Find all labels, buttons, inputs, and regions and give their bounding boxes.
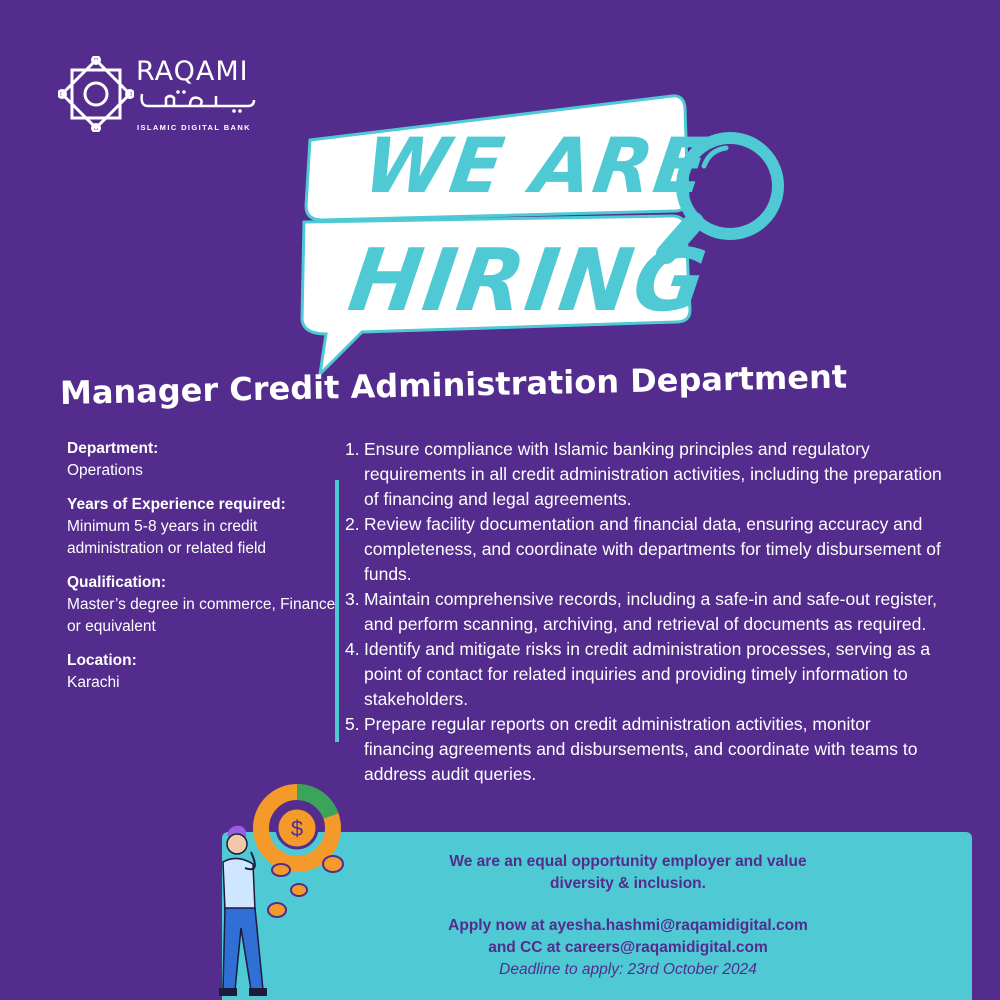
job-title: Manager Credit Administration Department [59, 357, 848, 412]
info-value: Master’s degree in commerce, Finance or equivalent [67, 596, 336, 635]
item-number: 2. [345, 514, 360, 534]
info-value: Operations [67, 462, 143, 479]
item-text: Review facility documentation and financial data, ensuring accuracy and completeness, and coordinate with departments for timely disbursement of funds. [364, 514, 941, 584]
item-number: 1. [345, 439, 360, 459]
list-item [345, 512, 945, 587]
item-number: 3. [345, 589, 360, 609]
item-text: Identify and mitigate risks in credit administration processes, serving as a point of contact for related inquiries and providing timely information to stakeholders. [364, 639, 931, 709]
item-number: 4. [345, 639, 360, 659]
info-location [67, 650, 337, 694]
info-label: Qualification: [67, 574, 167, 591]
info-label: Location: [67, 652, 137, 669]
equal-opportunity-line-1: We are an equal opportunity employer and value [449, 853, 807, 870]
responsibilities-list [345, 437, 945, 787]
hiring-line-2: HIRING [342, 231, 714, 331]
info-label: Years of Experience required: [67, 496, 286, 513]
list-item [345, 637, 945, 712]
brand-tagline: ISLAMIC DIGITAL BANK [137, 123, 251, 132]
info-experience [67, 494, 337, 560]
list-item [345, 712, 945, 787]
info-label: Department: [67, 440, 159, 457]
person-with-coins-icon [205, 778, 365, 1000]
logo-mark-icon [58, 56, 134, 132]
info-value: Minimum 5-8 years in credit administration or related field [67, 518, 267, 557]
equal-opportunity-line-2: diversity & inclusion. [550, 875, 706, 892]
deadline-text: Deadline to apply: 23rd October 2024 [499, 961, 757, 978]
accent-divider [335, 480, 339, 742]
brand-name: RAQAMI [136, 56, 249, 87]
info-qualification [67, 572, 337, 638]
item-text: Maintain comprehensive records, including a safe-in and safe-out register, and perform scanning, archiving, and retrieval of documents as required. [364, 589, 937, 634]
hiring-line-1: WE ARE [358, 121, 715, 210]
item-text: Prepare regular reports on credit administration activities, monitor financing agreements and disbursements, and coordinate with teams to address audit queries. [364, 714, 918, 784]
brand-logo [58, 56, 288, 136]
list-item [345, 437, 945, 512]
cc-email[interactable]: and CC at careers@raqamidigital.com [488, 939, 768, 956]
item-text: Ensure compliance with Islamic banking principles and regulatory requirements in all credit administration activities, including the preparation of financing and legal agreements. [364, 439, 942, 509]
item-number: 5. [345, 714, 360, 734]
info-department [67, 438, 337, 482]
info-value: Karachi [67, 674, 120, 691]
brand-arabic-lettering [138, 88, 258, 114]
list-item [345, 587, 945, 637]
apply-email[interactable]: Apply now at ayesha.hashmi@raqamidigital.com [448, 917, 808, 934]
coin-symbol: $ [290, 816, 304, 841]
job-info [67, 438, 337, 706]
footer-text [408, 851, 848, 981]
